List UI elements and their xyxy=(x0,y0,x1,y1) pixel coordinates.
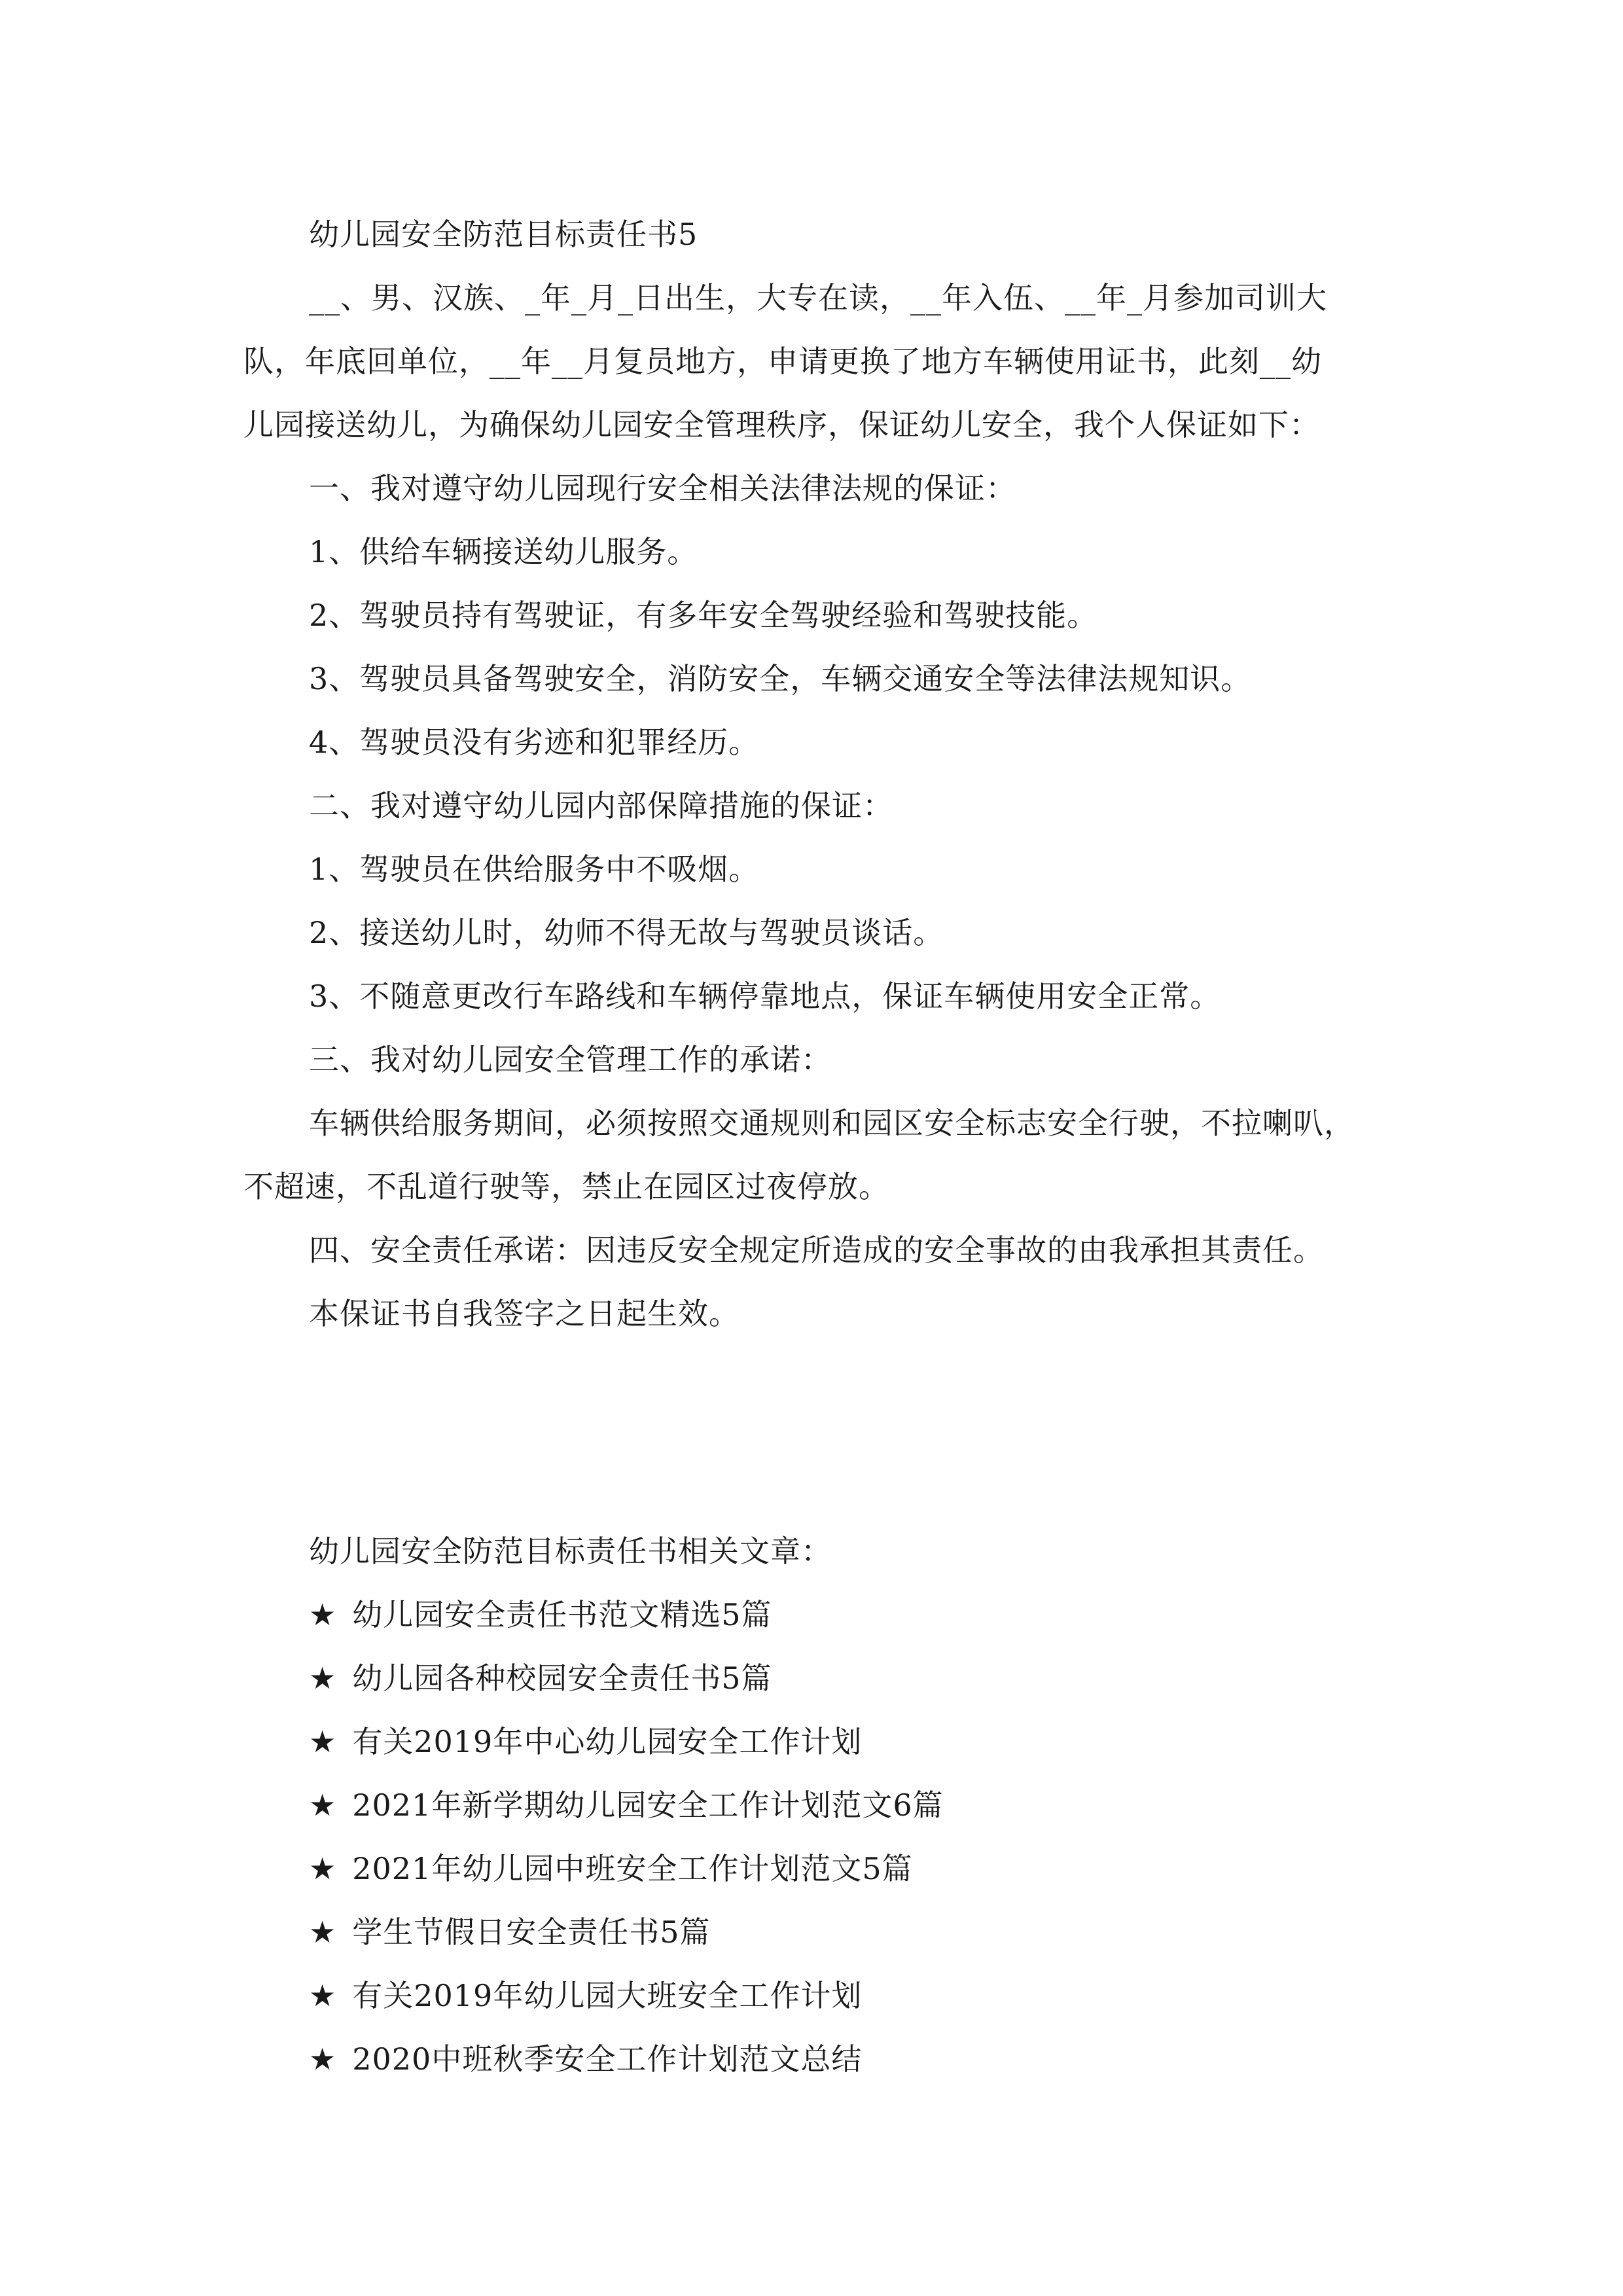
related-item[interactable] xyxy=(243,1583,1408,1647)
star-icon: ★ xyxy=(309,1787,337,1823)
star-icon: ★ xyxy=(309,2041,337,2077)
star-icon: ★ xyxy=(309,1597,337,1632)
section1-item-1: 1、供给车辆接送幼儿服务。 xyxy=(309,534,698,569)
document-body xyxy=(243,203,1408,2091)
star-icon: ★ xyxy=(309,1978,337,2013)
section3-line-1: 车辆供给服务期间，必须按照交通规则和园区安全标志安全行驶，不拉喇叭， xyxy=(309,1105,1355,1141)
section1-heading: 一、我对遵守幼儿园现行安全相关法律法规的保证： xyxy=(309,471,1016,506)
section3-heading: 三、我对幼儿园安全管理工作的承诺： xyxy=(309,1042,832,1077)
document-title: 幼儿园安全防范目标责任书5 xyxy=(309,217,698,252)
related-heading: 幼儿园安全防范目标责任书相关文章： xyxy=(309,1534,832,1569)
related-item-label: 有关2019年幼儿园大班安全工作计划 xyxy=(352,1978,863,2013)
section4-line: 四、安全责任承诺：因违反安全规定所造成的安全事故的由我承担其责任。 xyxy=(309,1232,1324,1268)
section1-item-4: 4、驾驶员没有劣迹和犯罪经历。 xyxy=(309,725,760,760)
related-item[interactable] xyxy=(243,1647,1408,1710)
star-icon: ★ xyxy=(309,1660,337,1696)
related-item[interactable] xyxy=(243,1901,1408,1964)
star-icon: ★ xyxy=(309,1914,337,1950)
section2-heading: 二、我对遵守幼儿园内部保障措施的保证： xyxy=(309,788,893,823)
related-item[interactable] xyxy=(243,2028,1408,2091)
related-item-label: 2021年幼儿园中班安全工作计划范文5篇 xyxy=(352,1851,913,1886)
intro-line-2: 队，年底回单位，__年__月复员地方，申请更换了地方车辆使用证书，此刻__幼 xyxy=(243,344,1322,379)
closing-line: 本保证书自我签字之日起生效。 xyxy=(309,1296,740,1331)
section2-item-3: 3、不随意更改行车路线和车辆停靠地点，保证车辆使用安全正常。 xyxy=(309,978,1221,1014)
section1-item-3: 3、驾驶员具备驾驶安全，消防安全，车辆交通安全等法律法规知识。 xyxy=(309,661,1252,696)
related-item-label: 学生节假日安全责任书5篇 xyxy=(352,1914,711,1950)
related-item-label: 有关2019年中心幼儿园安全工作计划 xyxy=(352,1724,863,1759)
star-icon: ★ xyxy=(309,1724,337,1759)
star-icon: ★ xyxy=(309,1851,337,1886)
related-item[interactable] xyxy=(243,1774,1408,1837)
related-item-label: 幼儿园安全责任书范文精选5篇 xyxy=(352,1597,772,1632)
related-item[interactable] xyxy=(243,1710,1408,1774)
section2-item-2: 2、接送幼儿时，幼师不得无故与驾驶员谈话。 xyxy=(309,915,944,950)
section-spacer xyxy=(243,1346,1408,1520)
related-item[interactable] xyxy=(243,1964,1408,2028)
section1-item-2: 2、驾驶员持有驾驶证，有多年安全驾驶经验和驾驶技能。 xyxy=(309,598,1098,633)
related-item-label: 2020中班秋季安全工作计划范文总结 xyxy=(352,2041,863,2077)
section3-line-2: 不超速，不乱道行驶等，禁止在园区过夜停放。 xyxy=(243,1169,889,1204)
related-item-label: 幼儿园各种校园安全责任书5篇 xyxy=(352,1660,772,1696)
section2-item-1: 1、驾驶员在供给服务中不吸烟。 xyxy=(309,852,760,887)
intro-line-3: 儿园接送幼儿，为确保幼儿园安全管理秩序，保证幼儿安全，我个人保证如下： xyxy=(243,407,1320,442)
related-item-label: 2021年新学期幼儿园安全工作计划范文6篇 xyxy=(352,1787,944,1823)
related-item[interactable] xyxy=(243,1837,1408,1901)
intro-line-1: __、男、汉族、_年_月_日出生，大专在读，__年入伍、__年_月参加司训大 xyxy=(309,280,1327,315)
